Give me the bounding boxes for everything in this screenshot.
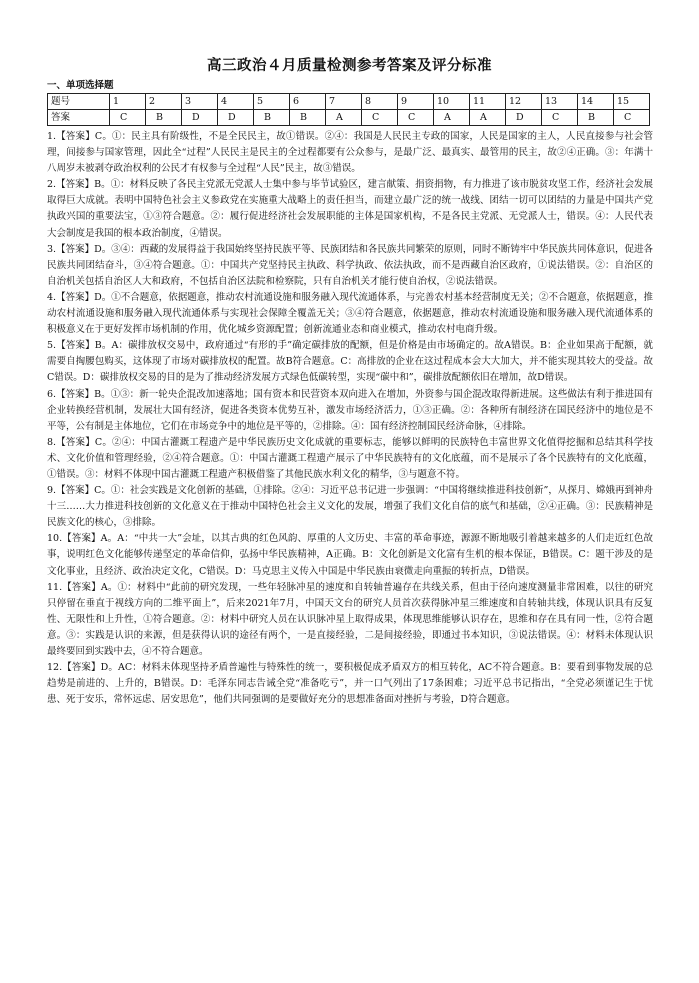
question-number-cell: 5 <box>254 94 290 110</box>
question-number-row <box>48 94 650 110</box>
question-number-cell: 2 <box>146 94 182 110</box>
answer-row <box>48 110 650 126</box>
explanation-item: 2.【答案】B。①：材料反映了各民主党派无党派人士集中参与毕节试验区，建言献策、捐资捐物，有力推进了该市脱贫攻坚工作，经济社会发展取得巨大成就。表明中国特色社会主义参政党在实施重大战略上的责任担当，而建立最广泛的统一战线、团结一切可以团结的力量是中国共产党执政兴国的重要法宝，①③符合题意。②：履行促进经济社会发展职能的主体是国家机构，不是各民主党派、无党派人士，错误。④：人民代表大会制度是我国的根本政治制度，④错误。 <box>47 179 653 239</box>
explanation-item: 12.【答案】D。AC：材料未体现坚持矛盾普遍性与特殊性的统一，要积极促成矛盾双方的相互转化，AC不符合题意。B：要看到事物发展的总趋势是前进的、上升的，B错误。D：毛泽东同志告诫全党“准备吃亏”，并一口气列出了17条困难；习近平总书记指出，“全党必须谨记生于忧患、死于安乐，常怀远虑、居安思危”，他们共同强调的是要做好充分的思想准备面对挫折与考验，D符合题意。 <box>47 662 653 706</box>
answer-cell: B <box>146 110 182 126</box>
answer-cell: D <box>506 110 542 126</box>
question-number-cell: 10 <box>434 94 470 110</box>
answer-cell: B <box>290 110 326 126</box>
answer-table <box>47 93 650 126</box>
answer-cell: A <box>470 110 506 126</box>
explanation-item: 5.【答案】B。A：碳排放权交易中，政府通过“有形的手”确定碳排放的配额，但是价格是由市场确定的。故A错误。B：企业如果高于配额，就需要自掏腰包购买，这体现了市场对碳排放权的配置。故B符合题意。C：高排放的企业在这过程成本会大大加大，并不能实现其较大的受益。故C错误。D：碳排放权交易的目的是为了推动经济发展方式绿色低碳转型，实现“碳中和”，碳排放配额依旧在增加，故D错误。 <box>47 340 653 384</box>
explanation-item: 4.【答案】D。①不合题意，依据题意，推动农村流通设施和服务融入现代流通体系，与完善农村基本经营制度无关；②不合题意，依据题意，推动农村流通设施和服务融入现代流通体系与实现社会保障全覆盖无关；③④符合题意，依据题意，推动农村流通设施和服务融入现代流通体系的积极意义在于更好发挥市场机制的作用，优化城乡资源配置；创新流通业态和商业模式，推动农村电商升级。 <box>47 291 653 336</box>
explanation-item: 1.【答案】C。①：民主具有阶级性，不是全民民主，故①错误。②④：我国是人民民主专政的国家，人民是国家的主人，人民直接参与社会管理，间接参与国家管理，因此全“过程”人民民主是民主的全过程都要有公众参与，是最广泛、最真实、最管用的民主，故②④正确。③：年满十八周岁未被剥夺政治权利的公民才有权参与全过程“人民”民主，故③错误。 <box>47 131 653 175</box>
answer-cell: B <box>254 110 290 126</box>
answer-cell: C <box>542 110 578 126</box>
question-number-cell: 14 <box>578 94 614 110</box>
explanation-item: 10.【答案】A。A：“中共一大”会址，以其古典的红色风韵、厚重的人文历史、丰富的革命事迹，源源不断地吸引着越来越多的人们走近红色故事，说明红色文化能够传递坚定的革命信仰，弘扬中华民族精神，A正确。B：文化创新是文化富有生机的根本保证，B错误。C：题干涉及的是文化事业，且经济、政治决定文化，C错误。D：马克思主义传入中国是中华民族由衰微走向重振的转折点，D错误。 <box>47 533 653 577</box>
answer-cell: D <box>182 110 218 126</box>
section-heading: 一、单项选择题 <box>47 80 114 91</box>
answer-cell: C <box>362 110 398 126</box>
explanation-item: 6.【答案】B。①③：新一轮央企混改加速落地；国有资本和民营资本双向进入在增加，外资参与国企混改取得新进展。这些做法有利于推进国有企业转换经营机制，发展壮大国有经济，促进各类资本优势互补，激发市场经济活力，①③正确。②：各种所有制经济在国民经济中的地位是不平等，公有制是主体地位，它们在市场竞争中的地位是平等的，②排除。④：国有经济控制国民经济命脉，④排除。 <box>47 388 653 432</box>
question-number-label: 题号 <box>48 94 110 110</box>
question-number-cell: 1 <box>110 94 146 110</box>
question-number-cell: 3 <box>182 94 218 110</box>
answer-label: 答案 <box>48 110 110 126</box>
question-number-cell: 6 <box>290 94 326 110</box>
question-number-cell: 11 <box>470 94 506 110</box>
explanation-item: 3.【答案】D。③④：西藏的发展得益于我国始终坚持民族平等、民族团结和各民族共同繁荣的原则，同时不断铸牢中华民族共同体意识，促进各民族共同团结奋斗，③④符合题意。①：中国共产党坚持民主执政、科学执政、依法执政，而不是西藏自治区政府，①说法错误。②：自治区的自治机关包括自治区人大和政府，不包括自治区法院和检察院，只有自治机关才能行使自治权，②说法错误。 <box>47 243 653 287</box>
question-number-cell: 7 <box>326 94 362 110</box>
explanation-item: 8.【答案】C。②④：中国古灌溉工程遗产是中华民族历史文化成就的重要标志，能够以鲜明的民族特色丰富世界文化值得挖掘和总结其科学技术、文化价值和管理经验，②④符合题意。①：中国古灌溉工程遗产展示了中华民族特有的文化底蕴，而不是展示了各个民族特有的文化底蕴，①错误。③：材料不体现中国古灌溉工程遗产积极借鉴了其他民族水利文化的精华，③与题意不符。 <box>47 436 653 480</box>
explanation-list <box>47 129 653 708</box>
explanation-item: 11.【答案】A。①：材料中“此前的研究发现，一些年轻脉冲星的速度和自转轴普遍存在共线关系，但由于径向速度测量非常困难，以往的研究只停留在垂直于视线方向的二维平面上”，后来2021年7月，中国天文台的研究人员首次获得脉冲星三维速度和自转轴共线，体现认识具有反复性、无限性和上升性，①符合题意。②：材料中研究人员在认识脉冲星上取得成果，体现思维能够认识存在，思维和存在具有同一性，②符合题意。③：实践是认识的来源，但是获得认识的途径有两个，一是直接经验，二是间接经验，即通过书本知识，③说法错误。④：材料未体现认识最终要回到实践中去，④不符合题意。 <box>47 581 653 657</box>
answer-cell: B <box>578 110 614 126</box>
explanation-item: 9.【答案】C。①：社会实践是文化创新的基础，①排除。②④：习近平总书记进一步强调：“中国将继续推进科技创新”，从探月、嫦娥再到神舟十三……大力推进科技创新的文化意义在于推动中国特色社会主义文化的发展，增强了我们文化自信的底气和基础，②④正确。③：民族精神是民族文化的核心，③排除。 <box>47 485 653 529</box>
answer-cell: A <box>326 110 362 126</box>
page-title: 高三政治４月质量检测参考答案及评分标准 <box>207 58 492 74</box>
answer-cell: D <box>218 110 254 126</box>
answer-cell: C <box>110 110 146 126</box>
question-number-cell: 4 <box>218 94 254 110</box>
answer-cell: C <box>398 110 434 126</box>
answer-cell: A <box>434 110 470 126</box>
question-number-cell: 15 <box>614 94 650 110</box>
question-number-cell: 13 <box>542 94 578 110</box>
answer-cell: C <box>614 110 650 126</box>
question-number-cell: 9 <box>398 94 434 110</box>
question-number-cell: 8 <box>362 94 398 110</box>
question-number-cell: 12 <box>506 94 542 110</box>
